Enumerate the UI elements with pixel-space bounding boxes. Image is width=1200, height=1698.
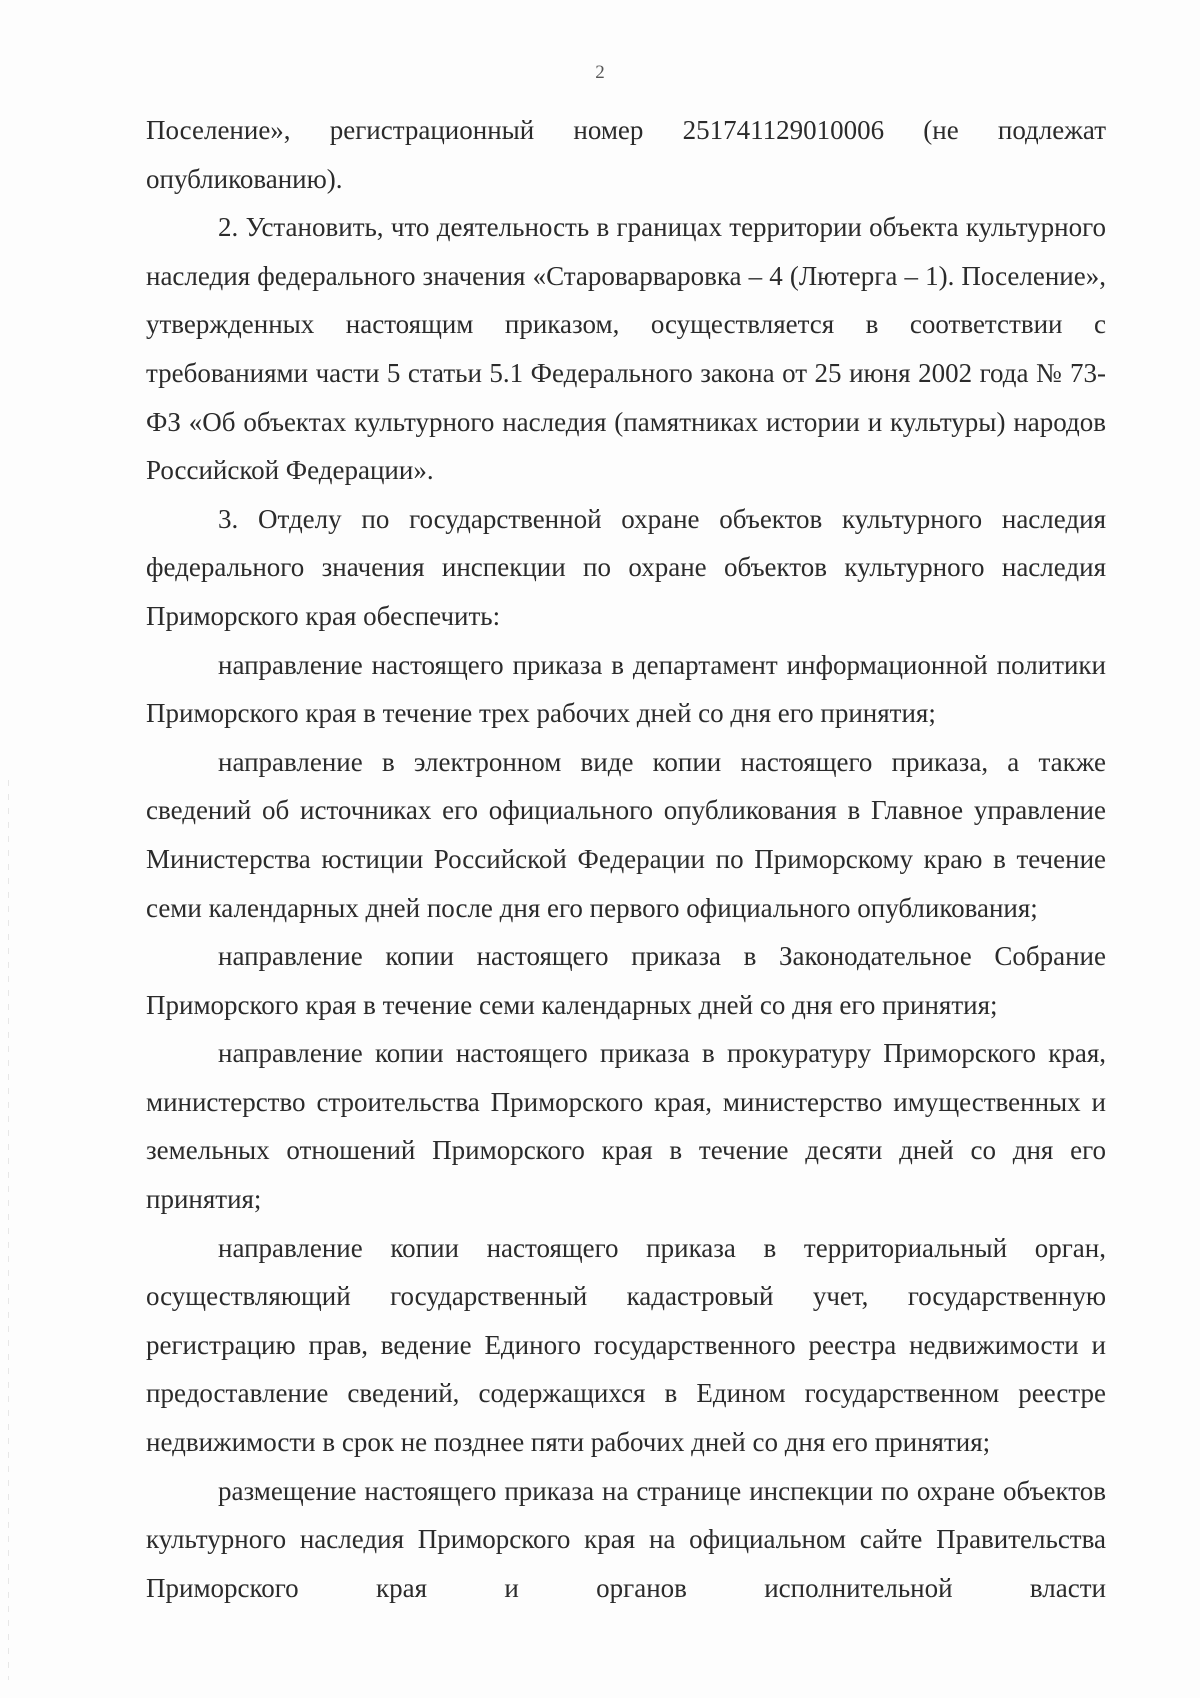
paragraph-item-2: 2. Установить, что деятельность в границах территории объекта культурного наследия федерального значения «Староварваровка – 4 (Лютерга – 1). Поселение», утвержденных настоящим приказом, осуществляется в соответствии с требованиями части 5 статьи 5.1 Федерального закона от 25 июня 2002 года № 73-ФЗ «Об объектах культурного наследия (памятниках истории и культуры) народов Российской Федерации».: [146, 212, 1106, 486]
scan-edge-artifact: [8, 780, 9, 1680]
paragraph-subitem-legislative-assembly: направление копии настоящего приказа в Законодательное Собрание Приморского края в течение семи календарных дней со дня его принятия;: [146, 941, 1106, 1020]
paragraph-subitem-info-policy: направление настоящего приказа в департамент информационной политики Приморского края в течение трех рабочих дней со дня его принятия;: [146, 649, 1106, 729]
paragraph-subitem-justice-ministry: направление в электронном виде копии настоящего приказа, а также сведений об источниках его официального опубликования в Главное управление Министерства юстиции Российской Федерации по Приморскому краю в течение семи календарных дней после дня его первого официального опубликования;: [146, 746, 1106, 923]
document-body: [146, 106, 1106, 1612]
paragraph-subitem-website: размещение настоящего приказа на странице инспекции по охране объектов культурного наследия Приморского края на официальном сайте Правительства Приморского края и органов исполнительной власти: [146, 1475, 1106, 1603]
paragraph-subitem-cadastre: направление копии настоящего приказа в территориальный орган, осуществляющий государственный кадастровый учет, государственную регистрацию прав, ведение Единого государственного реестра недвижимости и предоставление сведений, содержащихся в Едином государственном реестре недвижимости в срок не позднее пяти рабочих дней со дня его принятия;: [146, 1232, 1106, 1458]
page-number: 2: [595, 62, 605, 83]
paragraph-item-3: 3. Отделу по государственной охране объектов культурного наследия федерального значения инспекции по охране объектов культурного наследия Приморского края обеспечить:: [146, 503, 1106, 631]
paragraph-subitem-prosecutor: направление копии настоящего приказа в прокуратуру Приморского края, министерство строительства Приморского края, министерство имущественных и земельных отношений Приморского края в течение десяти дней со дня его принятия;: [146, 1038, 1106, 1215]
paragraph-continuation: Поселение», регистрационный номер 251741129010006 (не подлежат опубликованию).: [146, 115, 1106, 194]
